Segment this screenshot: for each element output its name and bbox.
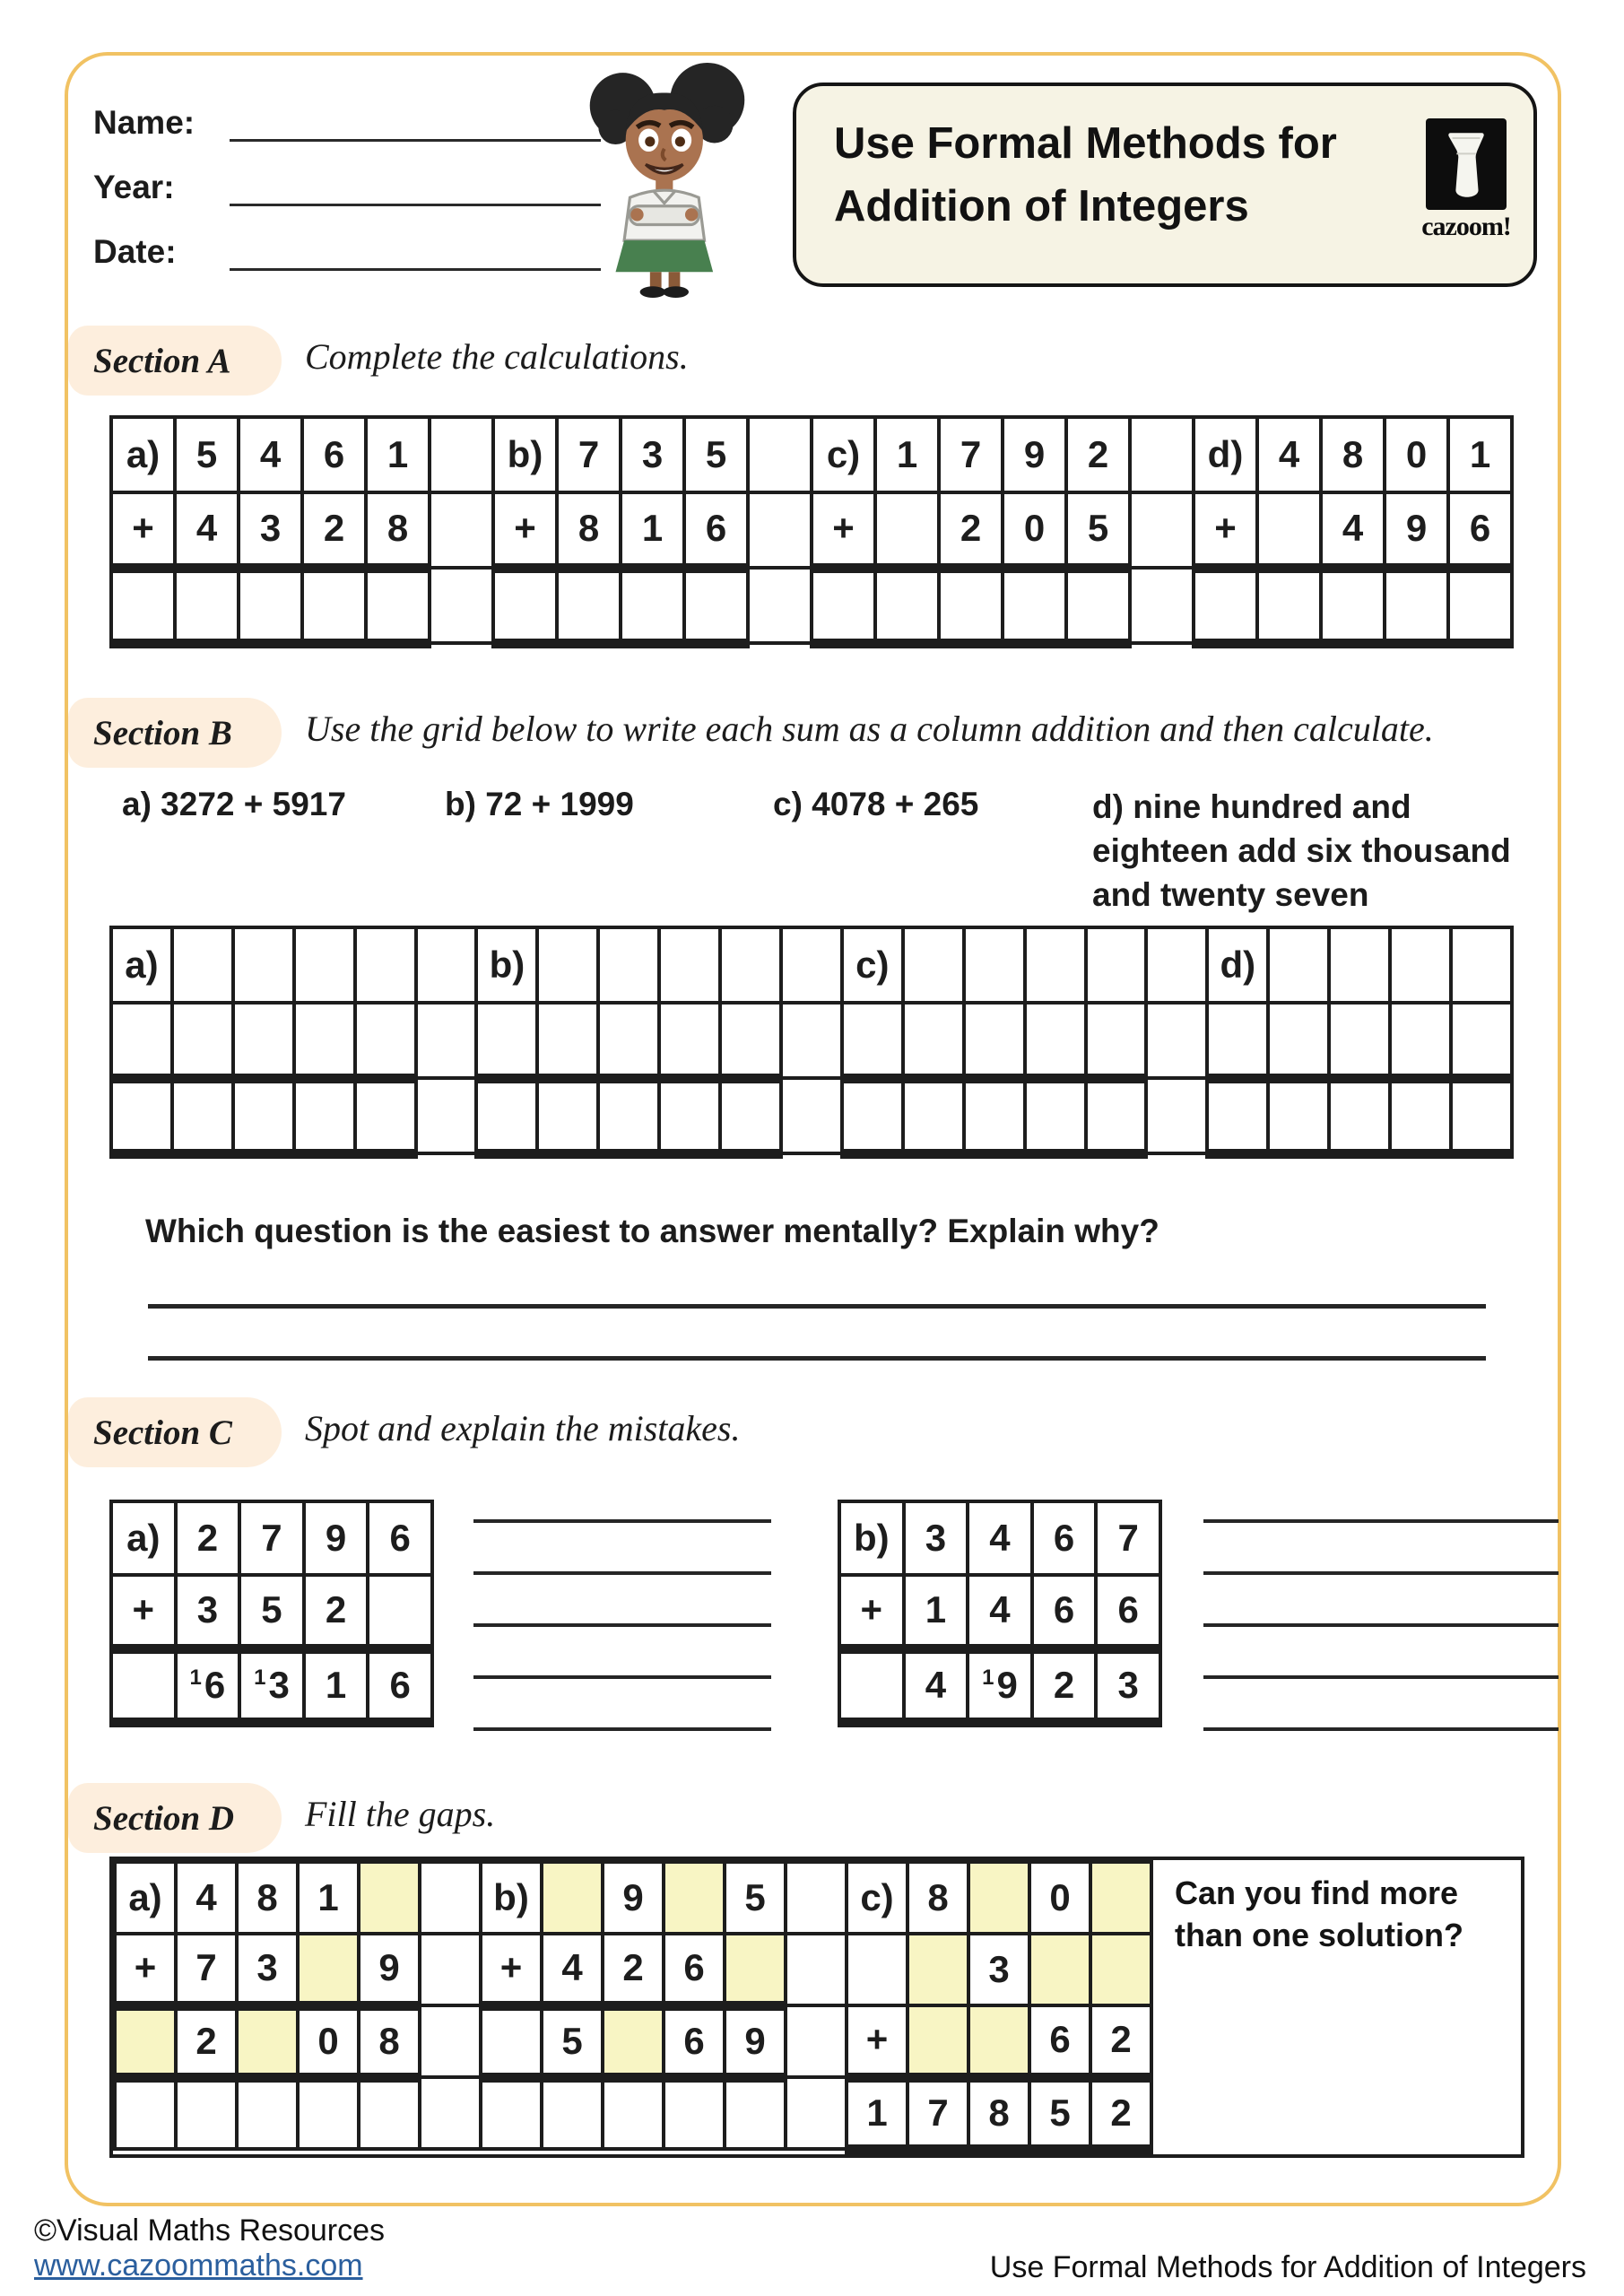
grid-cell-filled: 6 — [1032, 1501, 1097, 1575]
grid-cell-empty — [430, 417, 493, 492]
grid-cell-empty[interactable] — [368, 1575, 432, 1648]
grid-cell-empty[interactable] — [1207, 1003, 1268, 1078]
section-b-problem-c: c) 4078 + 265 — [773, 786, 979, 822]
section-b-problem-d: d) nine hundred and eighteen add six thousand and twenty seven — [1092, 788, 1511, 913]
grid-cell-empty[interactable] — [172, 1003, 233, 1078]
title-box — [793, 83, 1537, 287]
grid-cell-filled: 4 — [175, 492, 239, 568]
carry-digit: 1 — [982, 1665, 994, 1690]
grid-cell-filled: $^1$3 — [239, 1648, 304, 1722]
grid-cell-filled: 4 — [968, 1501, 1032, 1575]
grid-cell-empty[interactable] — [847, 1934, 908, 2005]
grid-section-c-a — [109, 1500, 434, 1727]
grid-cell-filled: d) — [1207, 927, 1268, 1003]
grid-cell-filled: 2 — [304, 1575, 369, 1648]
grid-cell-empty[interactable] — [1329, 1078, 1390, 1153]
grid-cell-empty — [416, 1078, 477, 1153]
grid-cell-filled: 3 — [237, 1934, 298, 2005]
grid-cell-empty — [1130, 417, 1194, 492]
section-d-instruction: Fill the gaps. — [305, 1794, 496, 1834]
grid-cell-empty[interactable] — [812, 568, 875, 643]
grid-cell-empty[interactable] — [1329, 1003, 1390, 1078]
grid-cell-filled: + — [115, 1934, 176, 2005]
grid-cell-filled: 7 — [1096, 1501, 1160, 1575]
grid-cell-empty[interactable] — [964, 1078, 1025, 1153]
section-a-instruction: Complete the calculations. — [305, 336, 689, 377]
grid-cell-filled: 3 — [176, 1575, 240, 1648]
grid-cell-filled: 9 — [725, 2005, 786, 2077]
name-field-row — [93, 100, 601, 142]
grid-cell-empty — [781, 1003, 842, 1078]
grid-cell-empty[interactable] — [964, 1003, 1025, 1078]
answer-line[interactable] — [473, 1519, 771, 1523]
grid-cell-empty — [1130, 568, 1194, 643]
grid-cell-empty — [420, 1934, 481, 2005]
grid-cell-empty[interactable] — [1268, 927, 1329, 1003]
grid-cell-filled: a) — [115, 1862, 176, 1934]
grid-cell-empty[interactable] — [1066, 568, 1130, 643]
section-b-problem-a: a) 3272 + 5917 — [122, 786, 346, 822]
grid-cell-empty[interactable] — [1451, 927, 1512, 1003]
grid-cell-filled: c) — [847, 1862, 908, 1934]
grid-cell-empty[interactable] — [1025, 927, 1086, 1003]
grid-cell-filled: 6 — [664, 1934, 725, 2005]
grid-cell-filled: 1 — [304, 1648, 369, 1722]
grid-cell-empty — [748, 417, 812, 492]
grid-cell-filled: 6 — [368, 1501, 432, 1575]
grid-cell-empty[interactable] — [1090, 1862, 1151, 1934]
grid-cell-empty — [786, 1934, 847, 2005]
grid-cell-filled: + — [481, 1934, 542, 2005]
year-line[interactable] — [230, 168, 601, 206]
grid-cell-empty[interactable] — [481, 2005, 542, 2077]
section-d-note: Can you find more than one solution? — [1175, 1874, 1463, 1953]
grid-cell-filled: b) — [481, 1862, 542, 1934]
grid-cell-filled: 2 — [176, 1501, 240, 1575]
grid-cell-empty[interactable] — [172, 927, 233, 1003]
answer-line[interactable] — [1203, 1571, 1559, 1575]
grid-cell-empty — [781, 1078, 842, 1153]
grid-cell-empty[interactable] — [1390, 1003, 1451, 1078]
grid-cell-filled: 6 — [684, 492, 748, 568]
footer-worksheet-title: Use Formal Methods for Addition of Integers — [989, 2250, 1586, 2284]
grid-cell-empty[interactable] — [355, 927, 416, 1003]
grid-cell-filled: 0 — [298, 2005, 359, 2077]
grid-cell-empty[interactable] — [176, 2077, 237, 2149]
grid-cell-empty[interactable] — [598, 1003, 659, 1078]
answer-line[interactable] — [473, 1727, 771, 1731]
grid-cell-filled: 9 — [603, 1862, 664, 1934]
grid-cell-empty[interactable] — [294, 927, 355, 1003]
grid-cell-empty[interactable] — [111, 1648, 176, 1722]
grid-cell-filled: 2 — [302, 492, 366, 568]
grid-cell-filled: 3 — [904, 1501, 968, 1575]
grid-cell-filled: + — [111, 1575, 176, 1648]
grid-cell-empty[interactable] — [684, 568, 748, 643]
grid-cell-empty — [416, 1003, 477, 1078]
student-info-fields — [93, 100, 601, 294]
section-d-box — [109, 1857, 1524, 2158]
cartoon-girl-icon — [579, 63, 755, 298]
date-line[interactable] — [230, 232, 601, 271]
grid-cell-filled: c) — [812, 417, 875, 492]
grid-cell-empty[interactable] — [115, 2077, 176, 2149]
grid-cell-filled: 3 — [621, 417, 684, 492]
grid-cell-filled: 1 — [366, 417, 430, 492]
grid-cell-filled: 3 — [239, 492, 302, 568]
grid-cell-empty — [1130, 492, 1194, 568]
grid-cell-empty[interactable] — [557, 568, 621, 643]
grid-cell-empty[interactable] — [233, 1003, 294, 1078]
grid-cell-filled: 3 — [1096, 1648, 1160, 1722]
worksheet-title-line1: Use Formal Methods for — [834, 119, 1337, 168]
year-label: Year: — [93, 169, 175, 205]
grid-cell-filled: 2 — [1066, 417, 1130, 492]
worksheet-title-line2: Addition of Integers — [834, 181, 1249, 230]
grid-cell-empty[interactable] — [493, 568, 557, 643]
grid-cell-filled: 2 — [1090, 2077, 1151, 2149]
grid-cell-filled: 6 — [1032, 1575, 1097, 1648]
grid-cell-empty[interactable] — [1390, 1078, 1451, 1153]
answer-line[interactable] — [1203, 1727, 1559, 1731]
grid-cell-empty[interactable] — [1207, 1078, 1268, 1153]
carry-digit: 1 — [254, 1665, 266, 1690]
grid-cell-filled: $^1$6 — [176, 1648, 240, 1722]
grid-cell-empty[interactable] — [233, 927, 294, 1003]
grid-cell-filled: 8 — [366, 492, 430, 568]
grid-cell-empty — [1146, 1078, 1207, 1153]
date-field-row — [93, 230, 601, 271]
grid-cell-filled: 2 — [1032, 1648, 1097, 1722]
grid-cell-filled: 3 — [968, 1934, 1029, 2005]
grid-cell-empty[interactable] — [355, 1003, 416, 1078]
grid-cell-empty[interactable] — [875, 492, 939, 568]
grid-cell-empty[interactable] — [1268, 1078, 1329, 1153]
grid-cell-empty[interactable] — [659, 1003, 720, 1078]
grid-cell-empty[interactable] — [175, 568, 239, 643]
section-b-instruction: Use the grid below to write each sum as a column addition and then calculate. — [305, 709, 1434, 749]
grid-cell-empty[interactable] — [903, 927, 964, 1003]
grid-cell-empty — [420, 1862, 481, 1934]
answer-line[interactable] — [1203, 1675, 1559, 1679]
grid-cell-filled: + — [847, 2005, 908, 2077]
copyright-text: ©Visual Maths Resources — [34, 2213, 386, 2248]
section-a-label: Section A — [68, 326, 282, 396]
grid-cell-filled: 9 — [359, 1934, 420, 2005]
grid-cell-filled: 2 — [939, 492, 1003, 568]
grid-cell-empty[interactable] — [542, 2077, 603, 2149]
grid-cell-filled: + — [493, 492, 557, 568]
grid-cell-filled: 8 — [237, 1862, 298, 1934]
grid-cell-empty[interactable] — [237, 2005, 298, 2077]
grid-cell-empty[interactable] — [664, 1862, 725, 1934]
grid-cell-empty — [748, 568, 812, 643]
grid-cell-empty[interactable] — [537, 1003, 598, 1078]
grid-cell-filled: 7 — [908, 2077, 968, 2149]
grid-cell-empty[interactable] — [542, 1862, 603, 1934]
grid-cell-empty — [430, 492, 493, 568]
grid-cell-filled: b) — [493, 417, 557, 492]
grid-cell-empty[interactable] — [302, 568, 366, 643]
grid-cell-empty[interactable] — [603, 2077, 664, 2149]
grid-cell-empty[interactable] — [476, 1078, 537, 1153]
grid-cell-filled: b) — [839, 1501, 904, 1575]
grid-cell-filled: 6 — [302, 417, 366, 492]
grid-cell-filled: 2 — [1090, 2005, 1151, 2077]
answer-line[interactable] — [1203, 1519, 1559, 1523]
grid-cell-empty[interactable] — [968, 1862, 1029, 1934]
grid-cell-filled: 0 — [1029, 1862, 1090, 1934]
name-line[interactable] — [230, 103, 601, 142]
grid-cell-empty[interactable] — [476, 1003, 537, 1078]
grid-section-b — [109, 926, 1514, 1159]
grid-cell-empty[interactable] — [1194, 568, 1257, 643]
grid-cell-empty[interactable] — [598, 927, 659, 1003]
grid-cell-empty[interactable] — [298, 2077, 359, 2149]
grid-cell-empty[interactable] — [1003, 568, 1066, 643]
grid-cell-empty[interactable] — [298, 1934, 359, 2005]
grid-cell-empty[interactable] — [239, 568, 302, 643]
grid-cell-filled: + — [111, 492, 175, 568]
grid-cell-empty[interactable] — [839, 1648, 904, 1722]
grid-cell-filled: 2 — [603, 1934, 664, 2005]
grid-cell-filled: 6 — [1029, 2005, 1090, 2077]
grid-cell-filled: 6 — [664, 2005, 725, 2077]
grid-cell-filled: + — [1194, 492, 1257, 568]
section-d-label: Section D — [68, 1783, 282, 1853]
date-label: Date: — [93, 233, 177, 270]
grid-cell-filled: 7 — [239, 1501, 304, 1575]
grid-cell-empty[interactable] — [720, 927, 781, 1003]
grid-cell-empty[interactable] — [237, 2077, 298, 2149]
grid-cell-empty[interactable] — [1268, 1003, 1329, 1078]
grid-cell-filled: a) — [111, 927, 172, 1003]
grid-cell-empty[interactable] — [1025, 1078, 1086, 1153]
grid-cell-filled: 7 — [557, 417, 621, 492]
grid-cell-filled: 8 — [1321, 417, 1385, 492]
grid-cell-empty[interactable] — [908, 1934, 968, 2005]
grid-cell-filled: 4 — [542, 1934, 603, 2005]
grid-cell-empty[interactable] — [603, 2005, 664, 2077]
grid-cell-filled: + — [839, 1575, 904, 1648]
cazoommaths-link[interactable]: www.cazoommaths.com — [34, 2248, 363, 2283]
grid-cell-filled: c) — [842, 927, 903, 1003]
grid-cell-empty[interactable] — [537, 927, 598, 1003]
grid-cell-filled: 1 — [904, 1575, 968, 1648]
grid-cell-empty — [420, 2077, 481, 2149]
grid-cell-filled: 7 — [939, 417, 1003, 492]
grid-cell-empty[interactable] — [111, 1078, 172, 1153]
grid-cell-filled: 0 — [1003, 492, 1066, 568]
grid-cell-empty[interactable] — [1451, 1078, 1512, 1153]
grid-cell-filled: 5 — [1066, 492, 1130, 568]
section-b-question: Which question is the easiest to answer mentally? Explain why? — [145, 1213, 1159, 1249]
grid-cell-empty[interactable] — [1029, 1934, 1090, 2005]
grid-cell-filled: 4 — [1321, 492, 1385, 568]
grid-cell-empty[interactable] — [659, 1078, 720, 1153]
answer-line[interactable] — [1203, 1623, 1559, 1627]
grid-cell-filled: a) — [111, 417, 175, 492]
grid-cell-empty[interactable] — [908, 2005, 968, 2077]
grid-cell-filled: 0 — [1385, 417, 1448, 492]
grid-cell-filled: d) — [1194, 417, 1257, 492]
grid-cell-empty[interactable] — [294, 1003, 355, 1078]
grid-cell-empty[interactable] — [621, 568, 684, 643]
worksheet-title — [796, 86, 1399, 283]
grid-cell-filled: 1 — [875, 417, 939, 492]
section-c-a-answer-lines — [473, 1500, 771, 1731]
grid-cell-empty[interactable] — [939, 568, 1003, 643]
grid-cell-empty[interactable] — [111, 568, 175, 643]
grid-cell-filled: 5 — [1029, 2077, 1090, 2149]
answer-line[interactable] — [473, 1675, 771, 1679]
section-c-instruction: Spot and explain the mistakes. — [305, 1408, 741, 1448]
grid-cell-filled: 5 — [239, 1575, 304, 1648]
grid-cell-empty[interactable] — [903, 1003, 964, 1078]
name-label: Name: — [93, 104, 195, 141]
grid-cell-empty[interactable] — [537, 1078, 598, 1153]
grid-cell-filled: 8 — [908, 1862, 968, 1934]
grid-cell-filled: 4 — [239, 417, 302, 492]
grid-cell-empty[interactable] — [1257, 568, 1321, 643]
answer-line[interactable] — [148, 1356, 1486, 1361]
student-character-illustration — [579, 63, 755, 302]
grid-cell-filled: 9 — [1385, 492, 1448, 568]
grid-cell-filled: + — [812, 492, 875, 568]
grid-cell-empty[interactable] — [720, 1078, 781, 1153]
grid-cell-empty — [1146, 1003, 1207, 1078]
grid-cell-empty[interactable] — [1257, 492, 1321, 568]
grid-cell-empty[interactable] — [1086, 927, 1147, 1003]
grid-cell-empty[interactable] — [1321, 568, 1385, 643]
grid-cell-filled: 6 — [368, 1648, 432, 1722]
grid-section-d — [113, 1860, 1153, 2154]
grid-cell-empty[interactable] — [1025, 1003, 1086, 1078]
grid-cell-empty[interactable] — [359, 2077, 420, 2149]
section-b-label: Section B — [68, 698, 282, 768]
grid-section-a — [109, 415, 1514, 648]
grid-cell-empty — [1146, 927, 1207, 1003]
section-b-problem-b: b) 72 + 1999 — [445, 786, 634, 822]
grid-cell-filled: 4 — [1257, 417, 1321, 492]
grid-cell-empty[interactable] — [481, 2077, 542, 2149]
grid-section-c-b — [838, 1500, 1162, 1727]
cazoom-drum-icon — [1426, 118, 1507, 210]
grid-cell-filled: 1 — [1448, 417, 1512, 492]
grid-cell-empty[interactable] — [355, 1078, 416, 1153]
grid-cell-empty[interactable] — [842, 1078, 903, 1153]
grid-cell-filled: 5 — [542, 2005, 603, 2077]
grid-cell-empty[interactable] — [1448, 568, 1512, 643]
section-c-label: Section C — [68, 1397, 282, 1467]
grid-cell-empty[interactable] — [664, 2077, 725, 2149]
grid-cell-empty[interactable] — [115, 2005, 176, 2077]
grid-cell-filled: 6 — [1096, 1575, 1160, 1648]
grid-cell-empty — [786, 2077, 847, 2149]
section-c-b-answer-lines — [1203, 1500, 1559, 1731]
grid-cell-filled: 9 — [1003, 417, 1066, 492]
answer-line[interactable] — [148, 1304, 1486, 1309]
grid-cell-filled: 5 — [684, 417, 748, 492]
grid-cell-empty[interactable] — [725, 1934, 786, 2005]
grid-cell-filled: 4 — [176, 1862, 237, 1934]
grid-cell-empty[interactable] — [359, 1862, 420, 1934]
year-field-row — [93, 165, 601, 206]
grid-cell-empty[interactable] — [598, 1078, 659, 1153]
answer-line[interactable] — [473, 1623, 771, 1627]
grid-cell-filled: 6 — [1448, 492, 1512, 568]
grid-cell-filled: 7 — [176, 1934, 237, 2005]
grid-cell-filled: 8 — [557, 492, 621, 568]
grid-cell-empty[interactable] — [1390, 927, 1451, 1003]
grid-cell-filled: 1 — [298, 1862, 359, 1934]
grid-cell-empty — [786, 1862, 847, 1934]
grid-cell-filled: 5 — [725, 1862, 786, 1934]
grid-cell-empty — [781, 927, 842, 1003]
answer-line[interactable] — [473, 1571, 771, 1575]
grid-cell-empty[interactable] — [111, 1003, 172, 1078]
grid-cell-empty[interactable] — [1385, 568, 1448, 643]
grid-cell-empty — [430, 568, 493, 643]
grid-cell-empty[interactable] — [968, 2005, 1029, 2077]
grid-cell-filled: 1 — [621, 492, 684, 568]
grid-cell-filled: 8 — [968, 2077, 1029, 2149]
grid-cell-filled: a) — [111, 1501, 176, 1575]
grid-cell-filled: 4 — [968, 1575, 1032, 1648]
grid-cell-filled: 8 — [359, 2005, 420, 2077]
grid-cell-empty[interactable] — [964, 927, 1025, 1003]
grid-cell-filled: 9 — [304, 1501, 369, 1575]
grid-cell-filled: 2 — [176, 2005, 237, 2077]
grid-cell-empty[interactable] — [842, 1003, 903, 1078]
cazoom-logo-text: cazoom! — [1421, 212, 1511, 241]
grid-cell-empty — [748, 492, 812, 568]
grid-cell-empty[interactable] — [659, 927, 720, 1003]
grid-cell-empty[interactable] — [294, 1078, 355, 1153]
grid-cell-empty[interactable] — [903, 1078, 964, 1153]
grid-cell-filled: 1 — [847, 2077, 908, 2149]
grid-cell-empty — [416, 927, 477, 1003]
grid-cell-filled: 5 — [175, 417, 239, 492]
grid-cell-empty[interactable] — [1086, 1078, 1147, 1153]
grid-cell-filled: 4 — [904, 1648, 968, 1722]
grid-cell-empty — [420, 2005, 481, 2077]
grid-cell-empty[interactable] — [1090, 1934, 1151, 2005]
grid-cell-empty[interactable] — [1451, 1003, 1512, 1078]
grid-cell-empty[interactable] — [1329, 927, 1390, 1003]
grid-cell-filled: b) — [476, 927, 537, 1003]
grid-cell-empty[interactable] — [1086, 1003, 1147, 1078]
cazoom-logo — [1399, 86, 1533, 283]
grid-cell-empty[interactable] — [875, 568, 939, 643]
grid-cell-empty[interactable] — [233, 1078, 294, 1153]
carry-digit: 1 — [189, 1665, 202, 1690]
grid-cell-empty[interactable] — [366, 568, 430, 643]
grid-cell-filled: $^1$9 — [968, 1648, 1032, 1722]
grid-cell-empty[interactable] — [720, 1003, 781, 1078]
grid-cell-empty[interactable] — [725, 2077, 786, 2149]
grid-cell-empty — [786, 2005, 847, 2077]
grid-cell-empty[interactable] — [172, 1078, 233, 1153]
